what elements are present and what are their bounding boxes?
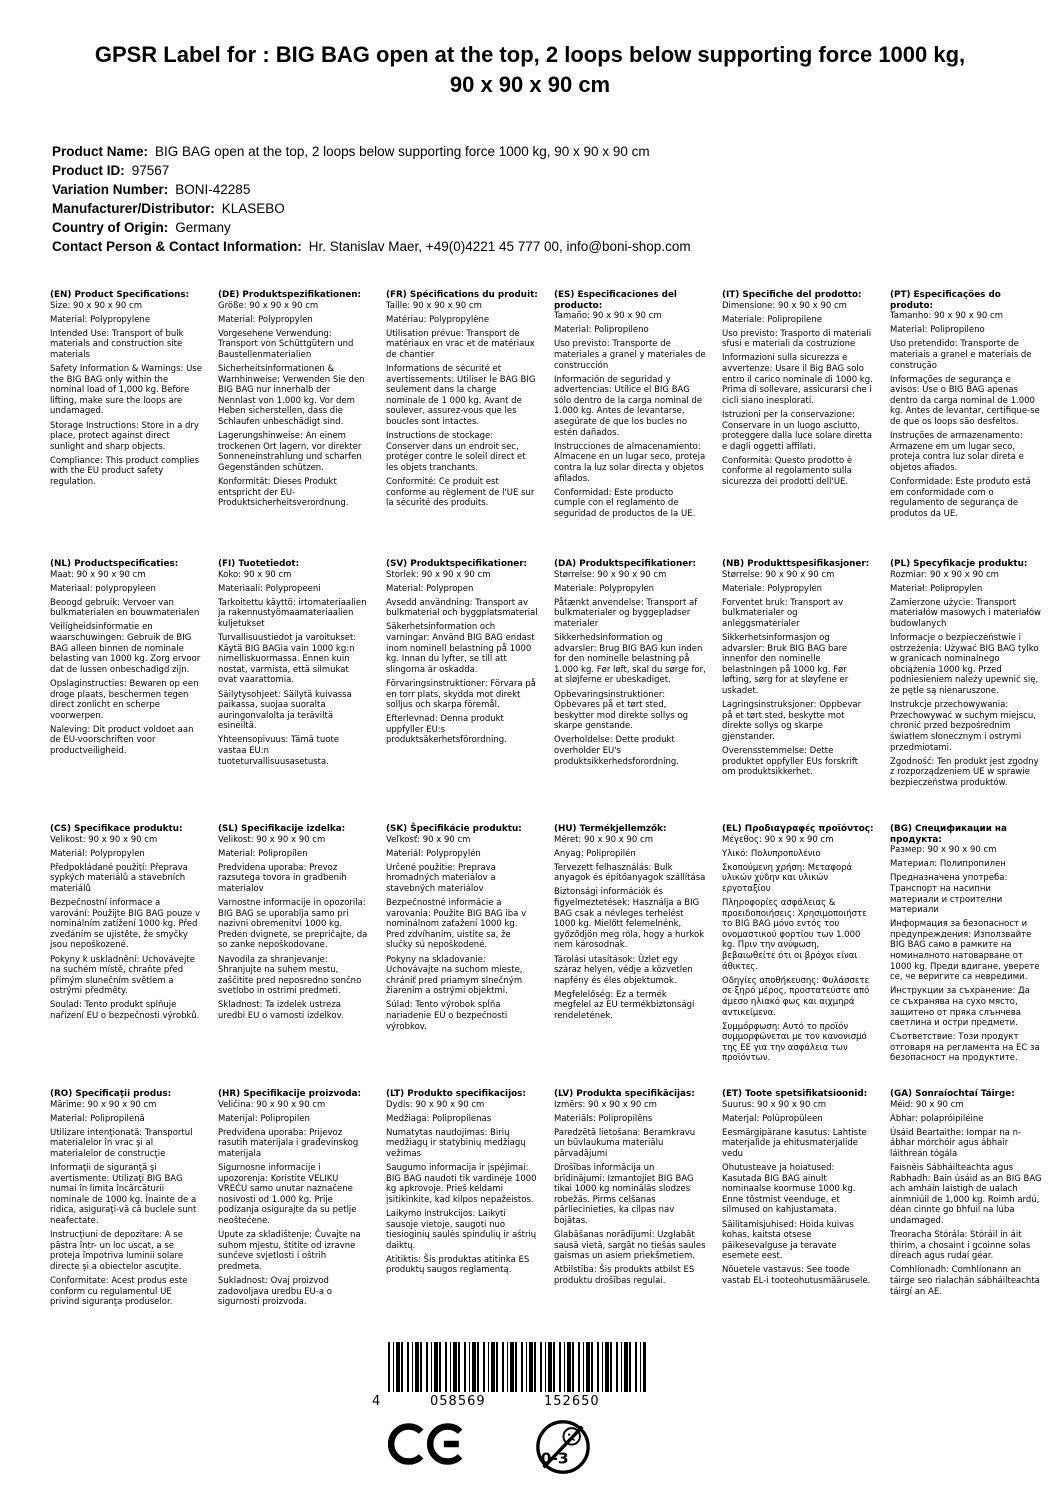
language-header: (LT) Produkto specifikacijos: (386, 1089, 526, 1099)
spec-compliance: Skladnost: Ta izdelek ustreza uredbi EU o varnosti izdelkov. (218, 1000, 344, 1021)
spec-safety-warnings: Bezpečnostní informace a varování: Použijte BIG BAG pouze v nominálním zatížení 1000 kg. Před zvedáním se ujistěte, že smyčky jsou nepoškozené. (50, 898, 200, 951)
spec-storage-instructions: Opslaginstructies: Bewaren op een droge plaats, beschermen tegen direct zonlicht en scherpe voorwerpen. (50, 678, 199, 721)
spec-material: Ábhar: polapróipiléine (890, 1113, 984, 1124)
language-header: (SL) Specifikacije izdelka: (218, 824, 346, 834)
language-header: (BG) Спецификации на продукта: (890, 824, 1007, 845)
spec-storage-instructions: Instructions de stockage: Conserver dans un endroit sec, protéger contre le soleil direct et les objets tranchants. (386, 431, 526, 473)
spec-intended-use: Forventet bruk: Transport av bulkmaterialer og anleggsmaterialer (722, 597, 844, 629)
product-info-row (52, 199, 1012, 218)
spec-material: Medžiaga: Polipropilenas (386, 1113, 492, 1124)
language-header: (PT) Especificações do produto: (890, 290, 1001, 311)
language-header: (CS) Specifikace produktu: (50, 824, 183, 834)
spec-size: Tamaño: 90 x 90 x 90 cm (554, 311, 662, 322)
spec-safety-warnings: Saugumo informacija ir įspėjimai: BIG BAG naudoti tik vardinėje 1000 kg apkrovoje. Prieš keldami įsitikinkite, kad kilpos nepažeistos. (386, 1163, 537, 1205)
spec-storage-instructions: Инструкции за съхранение: Да се съхранява на сухо място, защитено от пряка слънчева светлина и остри предмети. (890, 986, 1030, 1029)
spec-material: Material: Polypropylene (50, 314, 151, 325)
spec-size: Méid: 90 x 90 cm (890, 1099, 964, 1110)
language-spec-block (890, 824, 1042, 1089)
spec-intended-use: Uso previsto: Trasporto di materiali sfusi e materiali da costruzione (722, 328, 872, 350)
spec-size: Μέγεθος: 90 x 90 x 90 cm (722, 834, 834, 845)
spec-storage-instructions: Οδηγίες αποθήκευσης: Φυλάσσετε σε ξηρό μέρος, προστατεύστε από άμεσο ηλιακό φως και αιχμηρά αντικείμενα. (722, 975, 870, 1018)
language-spec-block (50, 1089, 202, 1308)
spec-compliance: Megfelelőség: Ez a termék megfelel az EU termékbiztonsági rendeletének. (554, 989, 695, 1021)
barcode-digits (372, 1394, 646, 1410)
barcode-group-1: 058569 (430, 1394, 486, 1409)
product-info-label: Contact Person & Contact Information: (52, 239, 302, 254)
product-info-value: Hr. Stanislav Maer, +49(0)4221 45 777 00, info@boni-shop.com (308, 239, 691, 254)
spec-compliance: Overensstemmelse: Dette produktet oppfyller EUs forskrift om produktsikkerhet. (722, 746, 859, 778)
spec-material: Materiale: Polypropylen (722, 583, 823, 594)
spec-compliance: Naleving: Dit product voldoet aan de EU-voorschriften voor productveiligheid. (50, 724, 194, 756)
spec-storage-instructions: Pokyny k uskladnění: Uchovávejte na suchém místě, chraňte před přímým slunečním světlem a ostrými předměty. (50, 954, 195, 997)
spec-storage-instructions: Instrucţiuni de depozitare: A se păstra într- un loc uscat, a se proteja împotriva luminii solare directe şi a obiectelor ascuţite. (50, 1230, 184, 1272)
language-header: (FI) Tuotetiedot: (218, 559, 300, 569)
spec-compliance: Yhteensopivuus: Tämä tuote vastaa EU:n tuoteturvallisuusasetusta. (218, 735, 340, 767)
spec-safety-warnings: Informações de segurança e avisos: Use o BIG BAG apenas dentro da carga nominal de 1.000 kg. Antes de levantar, certifique-se de que os loops são desfeitos. (890, 374, 1040, 428)
spec-intended-use: Určené použitie: Preprava hromadných materiálov a stavebných materiálov (386, 862, 496, 894)
language-spec-block (722, 290, 874, 559)
language-spec-block (890, 559, 1042, 824)
ean-barcode (372, 1342, 646, 1410)
spec-size: Veľkosť: 90 x 90 cm (386, 834, 471, 845)
spec-size: Размер: 90 x 90 x 90 cm (890, 845, 997, 856)
spec-material: Material: Polipropilenă (50, 1113, 145, 1124)
spec-storage-instructions: Pokyny na skladovanie: Uchovávajte na suchom mieste, chrániť pred priamym slnečným žiarením a ostrými objektmi. (386, 954, 523, 997)
spec-size: Dimensione: 90 x 90 x 90 cm (722, 300, 847, 311)
language-spec-block (218, 559, 370, 824)
spec-intended-use: Utilizare intenţionată: Transportul materialelor în vrac şi al materialelor de construcţie (50, 1127, 193, 1159)
spec-size: Koko: 90 x 90 cm (218, 569, 292, 580)
language-header: (HU) Termékjellemzők: (554, 824, 667, 834)
spec-safety-warnings: Säkerhetsinformation och varningar: Använd BIG BAG endast inom nominell belastning på 1000 kg. Innan du lyfter, se till att slingorna är oskadda. (386, 622, 535, 675)
spec-size: Mărime: 90 x 90 x 90 cm (50, 1099, 157, 1110)
spec-storage-instructions: Storage Instructions: Store in a dry place, protect against direct sunlight and sharp objects. (50, 420, 199, 452)
spec-material: Materiale: Polipropilene (722, 314, 822, 325)
spec-size: Size: 90 x 90 x 90 cm (50, 300, 142, 311)
spec-intended-use: Eesmärgipärane kasutus: Lahtiste materjalide ja ehitusmaterjalide vedu (722, 1127, 867, 1159)
spec-material: Matériau: Polypropylène (386, 314, 490, 325)
spec-intended-use: Tarkoitettu käyttö: irtomateriaalien ja rakennustyömaamateriaalien kuljetukset (218, 597, 367, 629)
spec-intended-use: Påtænkt anvendelse: Transport af bulkmaterialer og byggepladser materialer (554, 597, 698, 629)
spec-intended-use: Vorgesehene Verwendung: Transport von Schüttgütern und Baustellenmaterialien (218, 328, 354, 360)
spec-storage-instructions: Säilitamisjuhised: Hoida kuivas kohas, kaitsta otsese päikesevalguse ja teravate esemete eest. (722, 1219, 854, 1262)
spec-size: Velikost: 90 x 90 x 90 cm (218, 834, 326, 845)
product-info-value: KLASEBO (221, 201, 285, 216)
product-info-row (52, 180, 1012, 199)
spec-material: Материал: Полипропилен (890, 859, 1006, 870)
language-header: (EL) Προδιαγραφές προϊόντος: (722, 824, 874, 834)
spec-material: Materiał: Polipropylen (890, 583, 983, 594)
spec-compliance: Conformidad: Este producto cumple con el reglamento de seguridad de productos de la UE. (554, 487, 696, 519)
product-info-row (52, 237, 1012, 256)
spec-material: Υλικό: Πολυπροπυλένιο (722, 848, 821, 859)
product-info-value: Germany (175, 220, 231, 235)
spec-storage-instructions: Förvaringsinstruktioner: Förvara på en torr plats, skydda mot direkt solljus och skarpa föremål. (386, 678, 536, 711)
product-info-row (52, 142, 1012, 161)
language-spec-block (386, 1089, 538, 1308)
spec-material: Material: Polipropileno (890, 325, 985, 336)
language-spec-block (386, 824, 538, 1089)
language-spec-block (386, 290, 538, 559)
spec-compliance: Atbilstība: Šis produkts atbilst ES produktu drošības regulai. (554, 1265, 695, 1286)
spec-safety-warnings: Sicherheitsinformationen & Warnhinweise: Verwenden Sie den BIG BAG nur innerhalb der Nennlast von 1.000 kg. Vor dem Heben sicherstellen, dass die Schlaufen unbeschädigt sind. (218, 364, 365, 428)
spec-material: Materjal: Polüpropüleen (722, 1113, 823, 1124)
spec-safety-warnings: Bezpečnostné informácie a varovania: Použite BIG BAG iba v nominálnom zaťažení 1000 kg. Pred zdvíhaním, uistite sa, že slučky sú nepoškodené. (386, 898, 527, 951)
spec-material: Anyag: Polipropilén (554, 848, 636, 859)
spec-compliance: Compliance: This product complies with the EU product safety regulation. (50, 455, 199, 487)
spec-intended-use: Avsedd användning: Transport av bulkmaterial och byggplatsmaterial (386, 597, 538, 619)
spec-storage-instructions: Lagringsinstruksjoner: Oppbevar på et tørt sted, beskytte mot direkte sollys og skarpe gjenstander. (722, 700, 862, 742)
spec-intended-use: Utilisation prévue: Transport de matériaux en vrac et de matériaux de chantier (386, 328, 535, 360)
spec-compliance: Conformidade: Este produto está em conformidade com o regulamento de segurança de produtos da UE. (890, 477, 1031, 519)
spec-intended-use: Предназначена употреба: Транспорт на насипни материали и строителни материали (890, 873, 1008, 916)
spec-size: Méret: 90 x 90 x 90 cm (554, 834, 653, 845)
spec-size: Veličina: 90 x 90 x 90 cm (218, 1099, 326, 1110)
spec-intended-use: Uso pretendido: Transporte de materiais a granel e materiais de construção (890, 339, 1032, 371)
spec-storage-instructions: Säilytysohjeet: Säilytä kuivassa paikassa, suojaa suoralta auringonvalolta ja teräviltä esineiltä. (218, 689, 352, 732)
spec-safety-warnings: Sikkerhetsinformasjon og advarsler: Bruk BIG BAG bare innenfor den nominelle belastningen på 1000 kg. Før løfting, sørg for at sløyfene er uskadet. (722, 633, 849, 697)
language-spec-block (890, 290, 1042, 559)
spec-storage-instructions: Glabāšanas norādījumi: Uzglabāt sausā vietā, sargāt no tiešas saules gaismas un asiem priekšmetiem. (554, 1230, 706, 1262)
spec-safety-warnings: Информация за безопасност и предупреждения: Използвайте BIG BAG само в рамките на номиналното натоварване от 1000 kg. Преди вдигане, уверете се, че веригите са невредими. (890, 919, 1040, 983)
product-info-value: BONI-42285 (175, 182, 251, 197)
spec-safety-warnings: Veiligheidsinformatie en waarschuwingen: Gebruik de BIG BAG alleen binnen de nominale belasting van 1000 kg. Zorg ervoor dat de lussen onbeschadigd zijn. (50, 622, 201, 675)
product-info-label: Variation Number: (52, 182, 169, 197)
spec-safety-warnings: Ohutusteave ja hoiatused: Kasutada BIG BAG ainult nominaalse koormuse 1000 kg. Enne tõstmist veenduge, et silmused on kahjustamata. (722, 1163, 856, 1216)
spec-size: Rozmiar: 90 x 90 x 90 cm (890, 569, 999, 580)
language-spec-block (50, 824, 202, 1089)
spec-compliance: Nõuetele vastavus: See toode vastab EL-i tooteohutusmäärusele. (722, 1265, 871, 1286)
spec-intended-use: Σκοπούμενη χρήση: Μεταφορά υλικών χύδην και υλικών εργοταξίου (722, 862, 853, 894)
spec-safety-warnings: Turvallisuustiedot ja varoitukset: Käytä BIG BAGia vain 1000 kg:n nimelliskuormassa. Ennen kuin nostat, varmista, että silmukat ovat vaarattomia. (218, 633, 357, 686)
spec-intended-use: Predviđena uporaba: Prijevoz rasutih materijala i građevinskog materijala (218, 1127, 359, 1159)
language-spec-block (50, 290, 202, 559)
spec-safety-warnings: Informaţii de siguranţă şi avertismente: Utilizaţi BIG BAG numai în limita încărcăturii nominale de 1000 kg. Înainte de a ridica, asiguraţi-vă că buclele sunt neafectate. (50, 1163, 197, 1227)
spec-intended-use: Numatytas naudojimas: Birių medžiagų ir statybinių medžiagų vežimas (386, 1127, 526, 1159)
spec-compliance: Conformité: Ce produit est conforme au règlement de l'UE sur la sécurité des produits. (386, 477, 535, 509)
spec-safety-warnings: Faisnéis Sábháilteachta agus Rabhadh: Bain úsáid as an BIG BAG ach amháin laistigh de ualach ainmniúil de 1,000 kg. Roimh ardú, déan cinnte go bhfuil na lúba undamaged. (890, 1163, 1042, 1227)
language-header: (DA) Produktspecifikationer: (554, 559, 697, 569)
language-header: (NB) Produkttspesifikasjoner: (722, 559, 870, 569)
language-spec-block (50, 559, 202, 824)
spec-material: Material: Polypropen (386, 583, 474, 594)
spec-compliance: Comhlíonadh: Comhlíonann an táirge seo rialachán sábháilteachta táirgí an AE. (890, 1265, 1040, 1297)
spec-storage-instructions: Opbevaringsinstruktioner: Opbevares på et tørt sted, beskytter mod direkte sollys og skarpe genstande. (554, 689, 688, 732)
language-spec-block (722, 824, 874, 1089)
spec-material: Material: Polypropylen (218, 314, 313, 325)
spec-material: Materiale: Polypropylen (554, 583, 655, 594)
language-spec-block (554, 559, 706, 824)
spec-safety-warnings: Varnostne informacije in opozorila: BIG BAG se uporablja samo pri nazivni obremenitvi 1000 kg. Preden dvignete, se prepričajte, da so zanke nepoškodovane. (218, 898, 368, 951)
spec-safety-warnings: Informations de sécurité et avertissements: Utiliser le BAG BIG seulement dans la charge nominale de 1 000 kg. Avant de soulever, assurez-vous que les boucles sont intactes. (386, 364, 536, 428)
language-spec-block (554, 1089, 706, 1308)
spec-intended-use: Úsáid Beartaithe: Iompar na n-ábhar mórchóir agus ábhair láithreán tógála (890, 1127, 1022, 1159)
product-info-label: Manufacturer/Distributor: (52, 201, 215, 216)
language-header: (ES) Especificaciones del producto: (554, 290, 677, 311)
spec-compliance: Conformità: Questo prodotto è conforme al regolamento sulla sicurezza dei prodotti dell'UE. (722, 455, 853, 487)
language-header: (IT) Specifiche del prodotto: (722, 290, 862, 300)
language-header: (SK) Špecifikácie produktu: (386, 824, 522, 834)
spec-safety-warnings: Sikkerhedsinformation og advarsler: Brug BIG BAG kun inden for den nominelle belastning på 1.000 kg. Før løft, skal du sørge for, at sløjferne er ubeskadiget. (554, 633, 706, 686)
spec-safety-warnings: Información de seguridad y advertencias: Utilice el BIG BAG sólo dentro de la carga nominal de 1.000 kg. Antes de levantarse, asegúrate de que los bucles no estén dañados. (554, 374, 703, 438)
spec-size: Taille: 90 x 90 x 90 cm (386, 300, 482, 311)
spec-safety-warnings: Biztonsági információk és figyelmeztetések: Használja a BIG BAG csak a névleges terhelést 1000 kg. Mielőtt felemelnénk, győződjön meg róla, hogy a hurkok nem károsodnak. (554, 887, 705, 951)
language-header: (NL) Productspecificaties: (50, 559, 179, 569)
language-header: (LV) Produkta specifikācijas: (554, 1089, 695, 1099)
product-info-value: BIG BAG open at the top, 2 loops below supporting force 1000 kg, 90 x 90 x 90 cm (155, 144, 650, 159)
spec-compliance: Zgodność: Ten produkt jest zgodny z rozporządzeniem UE w sprawie bezpieczeństwa produktów. (890, 756, 1039, 788)
spec-intended-use: Zamierzone użycie: Transport materiałów masowych i materiałów budowlanych (890, 597, 1041, 629)
page-title: GPSR Label for : BIG BAG open at the top, 2 loops below supporting force 1000 kg, 90 x 90 x 90 cm (94, 42, 966, 97)
spec-size: Velikost: 90 x 90 x 90 cm (50, 834, 158, 845)
spec-compliance: Overholdelse: Dette produkt overholder EU's produktsikkerhedsforordning. (554, 735, 679, 767)
product-info-section (52, 142, 1012, 256)
age-warning-text: 0-3 (540, 1449, 569, 1468)
spec-material: Materiaal: polypropyleen (50, 583, 156, 594)
spec-safety-warnings: Informazioni sulla sicurezza e avvertenze: Usare il Big BAG solo entro il carico nominale di 1000 kg. Prima di sollevare, assicurarsi che i cicli siano inesplorati. (722, 353, 873, 406)
spec-compliance: Συμμόρφωση: Αυτό το προϊόν συμμορφώνεται με τον κανονισμό της ΕΕ για την ασφάλεια των προϊόντων. (722, 1021, 867, 1064)
spec-intended-use: Predvidena uporaba: Prevoz razsutega tovora in gradbenih materialov (218, 862, 347, 894)
spec-storage-instructions: Treoracha Stórála: Stóráil in áit thirim, a chosaint i gcoinne solas díreach agus rudaí géar. (890, 1230, 1031, 1262)
product-info-row (52, 161, 1012, 180)
language-spec-block (386, 559, 538, 824)
language-header: (SV) Produktspecifikationer: (386, 559, 528, 569)
spec-size: Izmērs: 90 x 90 x 90 cm (554, 1099, 657, 1110)
spec-compliance: Soulad: Tento produkt splňuje nařízení EU o bezpečnosti výrobků. (50, 1000, 200, 1021)
language-header: (DE) Produktspezifikationen: (218, 290, 362, 300)
spec-storage-instructions: Laikymo instrukcijos: Laikyti sausoje vietoje, saugoti nuo tiesioginių saulės spindulių ir aštrių daiktų. (386, 1208, 537, 1251)
language-header: (ET) Toote spetsifikatsioonid: (722, 1089, 868, 1099)
spec-intended-use: Předpokládané použití: Přeprava sypkých materiálů a stavebních materiálů (50, 862, 188, 894)
barcode-group-2: 152650 (544, 1394, 600, 1409)
language-spec-block (218, 824, 370, 1089)
spec-material: Materiál: Polypropylen (50, 848, 145, 859)
spec-material: Materiál: Polypropylén (386, 848, 481, 859)
spec-size: Dydis: 90 x 90 x 90 cm (386, 1099, 485, 1110)
spec-intended-use: Paredzētā lietošana: Beramkravu un būvlaukuma materiālu pārvadājumi (554, 1127, 696, 1159)
spec-storage-instructions: Lagerungshinweise: An einem trockenen Ort lagern, vor direkter Sonneneinstrahlung und scharfen Gegenständen schützen. (218, 431, 362, 473)
spec-compliance: Atitiktis: Šis produktas atitinka ES produktų saugos reglamentą. (386, 1254, 530, 1276)
language-header: (HR) Specifikacije proizvoda: (218, 1089, 361, 1099)
language-spec-block (218, 1089, 370, 1308)
spec-intended-use: Tervezett felhasználás: Bulk anyagok és építőanyagok szállítása (554, 862, 706, 884)
spec-size: Størrelse: 90 x 90 x 90 cm (554, 569, 667, 580)
spec-material: Material: Polipropileno (554, 325, 649, 336)
language-spec-block (554, 824, 706, 1089)
language-spec-block (218, 290, 370, 559)
spec-size: Maat: 90 x 90 x 90 cm (50, 569, 146, 580)
spec-storage-instructions: Instrukcje przechowywania: Przechowywać w suchym miejscu, chronić przed bezpośrednim światłem słonecznym i ostrymi przedmiotami. (890, 700, 1036, 753)
language-specifications-grid (50, 290, 1042, 1308)
product-info-row (52, 218, 1012, 237)
language-header: (EN) Product Specifications: (50, 290, 190, 300)
spec-intended-use: Intended Use: Transport of bulk materials and construction site materials (50, 328, 184, 360)
spec-size: Størrelse: 90 x 90 x 90 cm (722, 569, 835, 580)
spec-size: Storlek: 90 x 90 x 90 cm (386, 569, 491, 580)
age-warning-0-3-icon (534, 1418, 592, 1480)
spec-safety-warnings: Sigurnosne informacije i upozorenja: Koristite VELIKU VREĆU samo unutar naznačene nosivosti od 1.000 kg. Prije podizanja osigurajte da su petlje neoštećene. (218, 1163, 357, 1227)
spec-safety-warnings: Safety Information & Warnings: Use the BIG BAG only within the nominal load of 1,000 kg. Before lifting, make sure the loops are undamaged. (50, 364, 202, 417)
spec-material: Materijal: Polipropilen (218, 1113, 310, 1124)
spec-material: Materiaali: Polypropeeni (218, 583, 321, 594)
language-spec-block (554, 290, 706, 559)
language-header: (GA) Sonraíochtaí Táirge: (890, 1089, 1015, 1099)
spec-storage-instructions: Instruções de armazenamento: Armazene em um lugar seco, proteja contra luz solar direta e objetos afiados. (890, 431, 1024, 473)
spec-safety-warnings: Drošības informācija un brīdinājumi: Izmantojiet BIG BAG tikai 1000 kg nominālās slodzes robežās. Pirms celšanas pārliecinieties, ka cilpas nav bojātas. (554, 1163, 694, 1227)
barcode-bars-icon (388, 1342, 646, 1392)
spec-storage-instructions: Instrucciones de almacenamiento: Almacene en un lugar seco, proteja contra la luz solar directa y objetos afilados. (554, 441, 706, 484)
product-info-value: 97567 (131, 163, 170, 178)
spec-storage-instructions: Upute za skladištenje: Čuvajte na suhom mjestu, štitite od izravne sunčeve svjetlosti i oštrih predmeta. (218, 1230, 361, 1272)
spec-storage-instructions: Istruzioni per la conservazione: Conservare in un luogo asciutto, proteggere dalla luce solare diretta e dagli oggetti affilati. (722, 409, 872, 452)
spec-compliance: Konformität: Dieses Produkt entspricht der EU-Produktsicherheitsverordnung. (218, 477, 349, 509)
spec-compliance: Efterlevnad: Denna produkt uppfyller EU:s produktsäkerhetsförordning. (386, 714, 507, 746)
spec-safety-warnings: Πληροφορίες ασφάλειας & προειδοποιήσεις: Χρησιμοποιήστε το BIG BAG μόνο εντός του ονομαστικού φορτίου των 1.000 kg. Πριν την ανύψωση, βεβαιωθείτε ότι οι βρόχοι είναι άθικτες. (722, 898, 867, 972)
spec-material: Material: Polipropilen (218, 848, 308, 859)
spec-compliance: Súlad: Tento výrobok spĺňa nariadenie EÚ o bezpečnosti výrobkov. (386, 1000, 508, 1032)
language-header: (RO) Specificaţii produs: (50, 1089, 172, 1099)
spec-safety-warnings: Informacje o bezpieczeństwie i ostrzeżenia: Używać BIG BAG tylko w granicach nominalnego obciążenia 1000 kg. Przed podniesieniem należy upewnić się, że pętle są nienaruszone. (890, 633, 1039, 697)
ce-mark-icon (388, 1420, 466, 1472)
barcode-lead-digit: 4 (372, 1394, 382, 1409)
spec-intended-use: Uso previsto: Transporte de materiales a granel y materiales de construcción (554, 339, 706, 371)
product-info-label: Country of Origin: (52, 220, 169, 235)
spec-compliance: Sukladnost: Ovaj proizvod zadovoljava uredbu EU-a o sigurnosti proizvoda. (218, 1276, 332, 1308)
language-header: (FR) Spécifications du produit: (386, 290, 538, 300)
spec-storage-instructions: Tárolási utasítások: Üzlet egy száraz helyen, védje a közvetlen napfény és éles objektumok. (554, 954, 693, 986)
spec-size: Suurus: 90 x 90 x 90 cm (722, 1099, 827, 1110)
spec-intended-use: Beoogd gebruik: Vervoer van bulkmaterialen en bouwmaterialen (50, 597, 200, 619)
spec-storage-instructions: Navodila za shranjevanje: Shranjujte na suhem mestu, zaščitite pred neposredno sončno svetlobo in ostrimi predmeti. (218, 954, 362, 997)
spec-size: Größe: 90 x 90 x 90 cm (218, 300, 319, 311)
product-info-label: Product Name: (52, 144, 149, 159)
language-spec-block (722, 1089, 874, 1308)
language-header: (PL) Specyfikacje produktu: (890, 559, 1028, 569)
product-info-label: Product ID: (52, 163, 125, 178)
spec-size: Tamanho: 90 x 90 x 90 cm (890, 311, 1003, 322)
spec-material: Materiāls: Polipropilēns (554, 1113, 653, 1124)
language-spec-block (722, 559, 874, 824)
language-spec-block (890, 1089, 1042, 1308)
spec-compliance: Conformitate: Acest produs este conform cu regulamentul UE privind siguranţa produselor. (50, 1276, 188, 1308)
spec-compliance: Съответствие: Този продукт отговаря на регламента на ЕС за безопасност на продуктите. (890, 1032, 1040, 1064)
